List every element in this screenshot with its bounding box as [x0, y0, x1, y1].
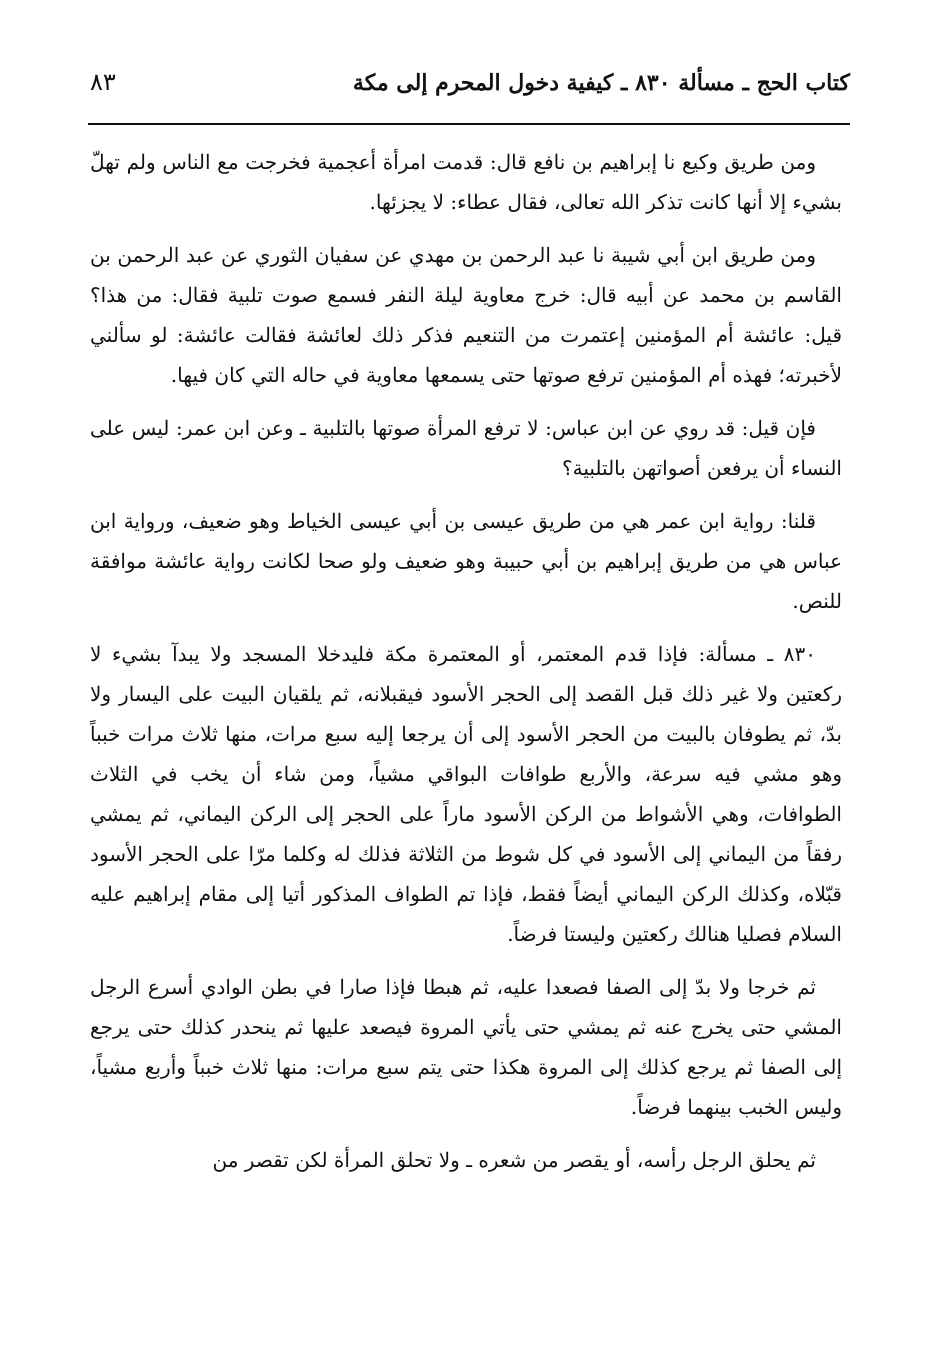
- paragraph-7: ثم يحلق الرجل رأسه، أو يقصر من شعره ـ ولا تحلق المرأة لكن تقصر من: [212, 1148, 816, 1172]
- paragraph-1: ومن طريق وكيع نا إبراهيم بن نافع قال: قدمت امرأة أعجمية فخرجت مع الناس ولم تهلّ بشيء إلا أنها كانت تذكر الله تعالى، فقال عطاء: لا يجزئها.: [90, 150, 842, 214]
- page-number: ٨٣: [90, 68, 116, 96]
- paragraph-6: ثم خرجا ولا بدّ إلى الصفا فصعدا عليه، ثم هبطا فإذا صارا في بطن الوادي أسرع الرجل المشي حتى يخرج عنه ثم يمشي حتى يأتي المروة فيصعد عليها ثم ينحدر كذلك حتى يرجع إلى الصفا ثم يرجع كذلك إلى المروة هكذا حتى يتم سبع مرات: منها ثلاث خبباً وأربع مشياً، وليس الخبب بينهما فرضاً.: [90, 975, 842, 1119]
- paragraph-5-masala-830: ٨٣٠ ـ مسألة: فإذا قدم المعتمر، أو المعتمرة مكة فليدخلا المسجد ولا يبدآ بشيء لا ركعتين ولا غير ذلك قبل القصد إلى الحجر الأسود فيقبلانه، ثم يلقيان البيت على اليسار ولا بدّ، ثم يطوفان بالبيت من الحجر الأسود إلى أن يرجعا إليه سبع مرات، منها ثلاث مرات خبباً وهو مشي فيه سرعة، والأربع طوافات البواقي مشياً، ومن شاء أن يخب في الثلاث الطوافات، وهي الأشواط من الركن الأسود ماراً على الحجر إلى الركن اليماني، ثم يمشي رفقاً من اليماني إلى الأسود في كل شوط من الثلاثة فذلك له وكلما مرّا على الحجر الأسود قبّلاه، وكذلك الركن اليماني أيضاً فقط، فإذا تم الطواف المذكور أتيا إلى مقام إبراهيم عليه السلام فصليا هنالك ركعتين وليستا فرضاً.: [90, 642, 843, 946]
- running-title: كتاب الحج ـ مسألة ٨٣٠ ـ كيفية دخول المحرم إلى مكة: [352, 70, 850, 96]
- paragraph-4: قلنا: رواية ابن عمر هي من طريق عيسى بن أبي عيسى الخياط وهو ضعيف، ورواية ابن عباس هي من طريق إبراهيم بن أبي حبيبة وهو ضعيف ولو صحا لكانت رواية عائشة موافقة للنص.: [90, 509, 842, 613]
- paragraph-2: ومن طريق ابن أبي شيبة نا عبد الرحمن بن مهدي عن سفيان الثوري عن عبد الرحمن بن القاسم بن محمد عن أبيه قال: خرج معاوية ليلة النفر فسمع صوت تلبية فقال: من هذا؟ قيل: عائشة أم المؤمنين إعتمرت من التنعيم فذكر ذلك لعائشة فقالت عائشة: لو سألني لأخبرته؛ فهذه أم المؤمنين ترفع صوتها حتى يسمعها معاوية في حاله التي كان فيها.: [90, 243, 842, 387]
- header-divider: [88, 123, 850, 125]
- page-header: [90, 60, 850, 110]
- paragraph-3: فإن قيل: قد روي عن ابن عباس: لا ترفع المرأة صوتها بالتلبية ـ وعن ابن عمر: ليس على النساء أن يرفعن أصواتهن بالتلبية؟: [90, 416, 842, 480]
- page-body: [90, 142, 842, 1180]
